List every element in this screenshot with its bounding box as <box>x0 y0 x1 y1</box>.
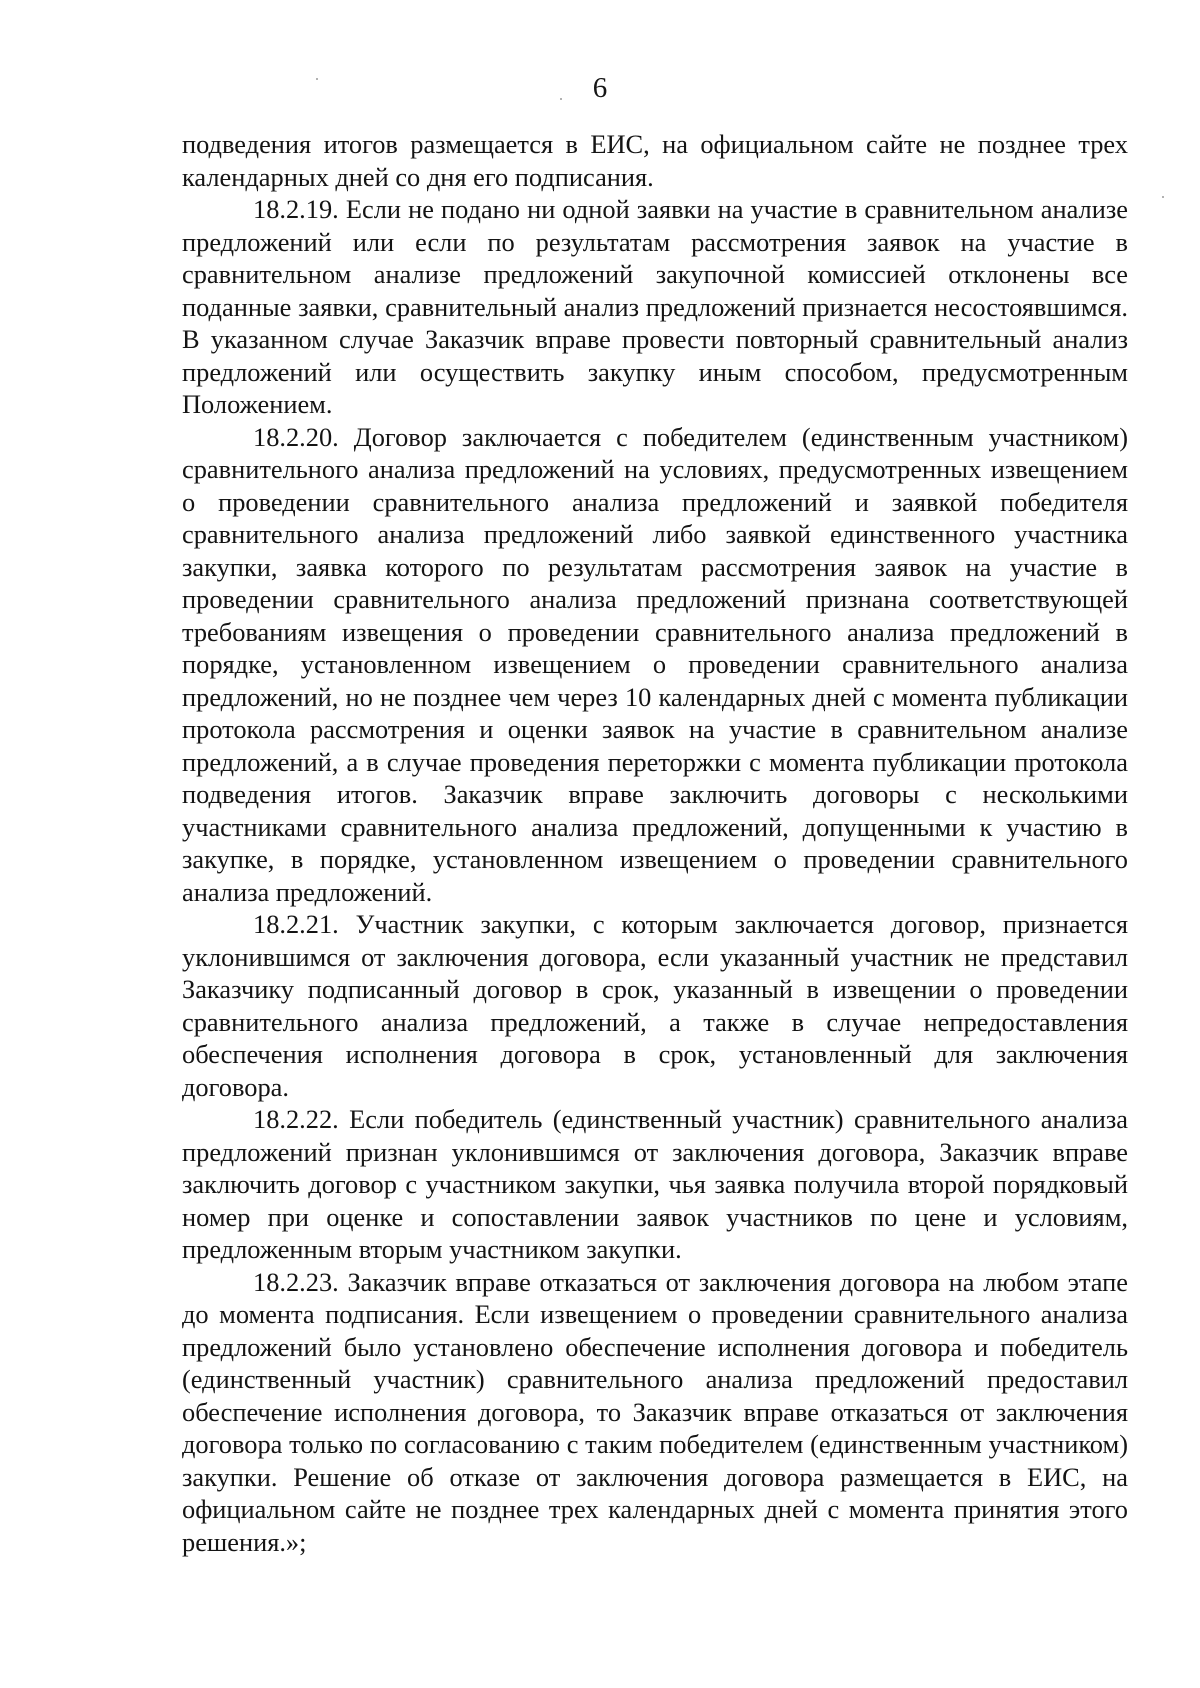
paragraph-18-2-19: 18.2.19. Если не подано ни одной заявки на участие в сравнительном анализе предложений или если по результатам рассмотрения заявок на участие в сравнительном анализе предложений закупочной комиссией отклонены все поданные заявки, сравнительный анализ предложений признается несостоявшимся. В указанном случае Заказчик вправе провести повторный сравнительный анализ предложений или осуществить закупку иным способом, предусмотренным Положением. <box>182 194 1128 419</box>
scan-speck <box>1162 196 1164 198</box>
paragraph-continuation: подведения итогов размещается в ЕИС, на официальном сайте не позднее трех календарных дней со дня его подписания. <box>182 129 1128 192</box>
paragraph-18-2-20: 18.2.20. Договор заключается с победителем (единственным участником) сравнительного анализа предложений на условиях, предусмотренных извещением о проведении сравнительного анализа предложений и заявкой победителя сравнительного анализа предложений либо заявкой единственного участника закупки, заявка которого по результатам рассмотрения заявок на участие в проведении сравнительного анализа предложений признана соответствующей требованиям извещения о проведении сравнительного анализа предложений в порядке, установленном извещением о проведении сравнительного анализа предложений, но не позднее чем через 10 календарных дней с момента публикации протокола рассмотрения и оценки заявок на участие в сравнительном анализе предложений, а в случае проведения переторжки с момента публикации протокола подведения итогов. Заказчик вправе заключить договоры с несколькими участниками сравнительного анализа предложений, допущенными к участию в закупке, в порядке, установленном извещением о проведении сравнительного анализа предложений. <box>182 421 1128 907</box>
page-number: 6 <box>592 72 608 104</box>
paragraph-18-2-22: 18.2.22. Если победитель (единственный участник) сравнительного анализа предложений признан уклонившимся от заключения договора, Заказчик вправе заключить договор с участником закупки, чья заявка получила второй порядковый номер при оценке и сопоставлении заявок участников по цене и условиям, предложенным вторым участником закупки. <box>182 1104 1128 1264</box>
paragraph-18-2-21: 18.2.21. Участник закупки, с которым заключается договор, признается уклонившимся от заключения договора, если указанный участник не представил Заказчику подписанный договор в срок, указанный в извещении о проведении сравнительного анализа предложений, а также в случае непредоставления обеспечения исполнения договора в срок, установленный для заключения договора. <box>182 909 1128 1102</box>
document-body <box>182 128 1128 1558</box>
paragraph-18-2-23: 18.2.23. Заказчик вправе отказаться от заключения договора на любом этапе до момента подписания. Если извещением о проведении сравнительного анализа предложений было установлено обеспечение исполнения договора и победитель (единственный участник) сравнительного анализа предложений предоставил обеспечение исполнения договора, то Заказчик вправе отказаться от заключения договора только по согласованию с таким победителем (единственным участником) закупки. Решение об отказе от заключения договора размещается в ЕИС, на официальном сайте не позднее трех календарных дней с момента принятия этого решения.»; <box>182 1266 1128 1557</box>
